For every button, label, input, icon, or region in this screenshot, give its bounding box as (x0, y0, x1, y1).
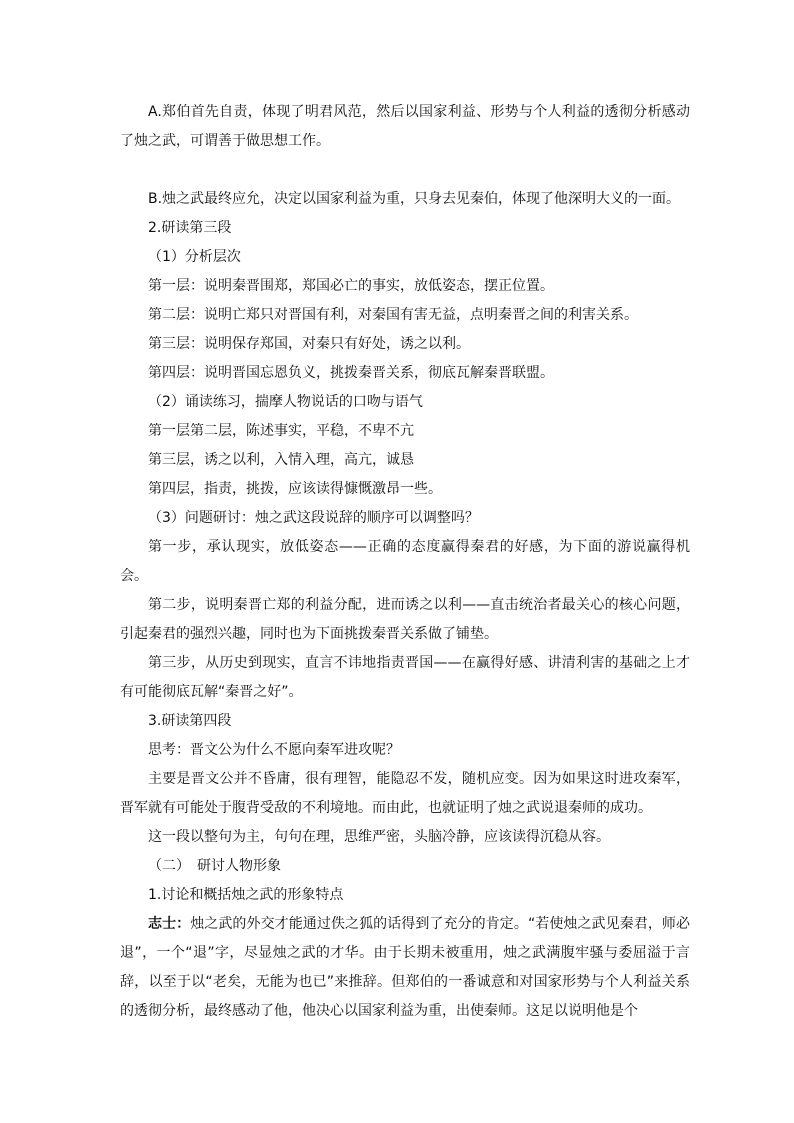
reading-note: 这一段以整句为主，句句在理，思维严密，头脑冷静，应该读得沉稳从容。 (148, 829, 610, 845)
section-heading-4: 3.研读第四段 (148, 713, 232, 729)
answer-paragraph: 主要是晋文公并不昏庸，很有理智，能隐忍不发，随机应变。因为如果这时进攻秦军，晋军就有可能处于腹背受敌的不利境地。而由此，也就证明了烛之武说退秦师的成功。 (120, 771, 690, 816)
step-2: 第二步，说明秦晋亡郑的利益分配，进而诱之以利——直击统治者最关心的核心问题，引起秦君的强烈兴趣，同时也为下面挑拨秦晋关系做了铺垫。 (120, 597, 690, 642)
step-3: 第三步，从历史到现实，直言不讳地指责晋国——在赢得好感、讲清利害的基础之上才有可能彻底瓦解“秦晋之好”。 (120, 655, 690, 700)
layer-4: 第四层：说明晋国忘恩负义，挑拨秦晋关系，彻底瓦解秦晋联盟。 (148, 365, 554, 381)
document-body (120, 98, 690, 1026)
layer-3: 第三层：说明保存郑国，对秦只有好处，诱之以利。 (148, 336, 470, 352)
character-paragraph (120, 910, 690, 1026)
layer-1: 第一层：说明秦晋围郑，郑国必亡的事实，放低姿态，摆正位置。 (148, 278, 554, 294)
subheading-question: （3）问题研讨：烛之武这段说辞的顺序可以调整吗？ (148, 510, 479, 526)
step-1: 第一步，承认现实，放低姿态——正确的态度赢得秦君的好感，为下面的游说赢得机会。 (120, 539, 690, 584)
section-heading-3: 2.研读第三段 (148, 220, 232, 236)
section-heading-character: （二） 研讨人物形象 (148, 858, 281, 874)
recitation-2: 第三层，诱之以利，入情入理，高亢，诚恳 (148, 452, 414, 468)
subheading-recitation: （2）诵读练习，揣摩人物说话的口吻与语气 (148, 394, 423, 410)
character-label: 志士： (148, 916, 191, 932)
subheading-analysis: （1）分析层次 (148, 249, 241, 265)
recitation-1: 第一层第二层，陈述事实，平稳，不卑不亢 (148, 423, 414, 439)
recitation-3: 第四层，指责，挑拨，应该读得慷慨激昂一些。 (148, 481, 442, 497)
paragraph-option-b: B.烛之武最终应允，决定以国家利益为重，只身去见秦伯，体现了他深明大义的一面。 (148, 191, 681, 207)
thinking-question: 思考：晋文公为什么不愿向秦军进攻呢？ (148, 742, 400, 758)
paragraph-option-a: A.郑伯首先自责，体现了明君风范，然后以国家利益、形势与个人利益的透彻分析感动了烛之武，可谓善于做思想工作。 (120, 104, 690, 149)
character-text: 烛之武的外交才能通过佚之狐的话得到了充分的肯定。“若使烛之武见秦君，师必退”，一个“退”字，尽显烛之武的才华。由于长期未被重用，烛之武满腹牢骚与委屈溢于言辞，以至于以“老矣，无能为也已”来推辞。但郑伯的一番诚意和对国家形势与个人利益关系的透彻分析，最终感动了他，他决心以国家利益为重，出使秦师。这足以说明他是个 (120, 916, 690, 1019)
layer-2: 第二层：说明亡郑只对晋国有利，对秦国有害无益，点明秦晋之间的利害关系。 (148, 307, 638, 323)
subheading-discussion: 1.讨论和概括烛之武的形象特点 (148, 887, 344, 903)
